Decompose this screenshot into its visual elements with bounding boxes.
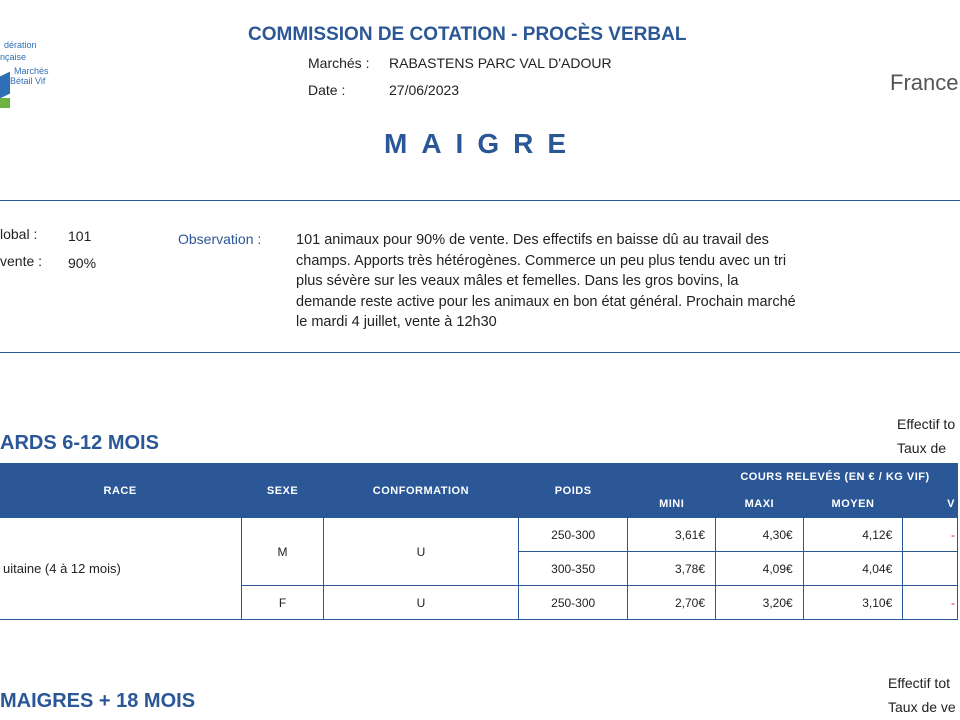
header-var: V [903, 491, 958, 518]
date-label: Date : [308, 82, 346, 98]
cell-maxi: 4,09€ [716, 552, 804, 586]
cell-var: - [903, 518, 958, 552]
section1-effectif-label: Effectif to [897, 416, 956, 432]
global-label: lobal : [0, 226, 38, 242]
section2-taux-label: Taux de ve [888, 699, 956, 715]
cell-conformation: U [323, 586, 518, 620]
header-cours: COURS RELEVÉS (EN € / KG VIF) [628, 464, 958, 491]
global-value: 101 [68, 228, 92, 244]
cell-race: uitaine (4 à 12 mois) [0, 518, 242, 620]
main-title: MAIGRE [384, 128, 580, 159]
header-moyen: MOYEN [803, 491, 903, 518]
cell-moyen: 3,10€ [803, 586, 903, 620]
cell-maxi: 4,30€ [716, 518, 804, 552]
cell-poids: 250-300 [518, 586, 627, 620]
cell-mini: 3,78€ [628, 552, 716, 586]
logo-line-1: dération [4, 40, 37, 50]
logo-line-2: nçaise [0, 52, 27, 62]
brand-name: France [890, 70, 959, 95]
section2-effectif-label: Effectif tot [888, 675, 950, 691]
cotation-table [0, 463, 958, 620]
vente-label: vente : [0, 253, 43, 269]
cell-moyen: 4,04€ [803, 552, 903, 586]
cell-moyen: 4,12€ [803, 518, 903, 552]
cell-var [903, 552, 958, 586]
logo-line-3: Marchés [14, 66, 49, 76]
observation-label: Observation : [178, 231, 262, 247]
divider-top [0, 200, 960, 201]
logo-shape-blue [0, 72, 10, 99]
section2-title: MAIGRES + 18 MOIS [0, 690, 196, 712]
observation-text: 101 animaux pour 90% de vente. Des effectifs en baisse dû au travail des champs. Apports très hétérogènes. Commerce un peu plus tendu avec un tri plus sévère sur les veaux mâles et femelles. Dans les gros bovins, la demande reste active pour les animaux en bon état général. Prochain marché le mardi 4 juillet, vente à 12h30 [296, 232, 796, 330]
vente-value: 90% [68, 255, 97, 271]
document-title: COMMISSION DE COTATION - PROCÈS VERBAL [248, 24, 687, 45]
cell-var: - [903, 586, 958, 620]
cell-maxi: 3,20€ [716, 586, 804, 620]
table-row [0, 518, 958, 552]
cell-mini: 2,70€ [628, 586, 716, 620]
header-conformation: CONFORMATION [323, 464, 518, 518]
section1-taux-label: Taux de [897, 440, 947, 456]
marches-value: RABASTENS PARC VAL D'ADOUR [389, 55, 612, 71]
date-value: 27/06/2023 [389, 82, 460, 98]
header-maxi: MAXI [716, 491, 804, 518]
cell-conformation: U [323, 518, 518, 586]
cell-mini: 3,61€ [628, 518, 716, 552]
cell-poids: 250-300 [518, 518, 627, 552]
logo-line-4: Bétail Vif [10, 76, 46, 86]
header-mini: MINI [628, 491, 716, 518]
divider-bottom [0, 352, 960, 353]
cell-sexe: F [242, 586, 324, 620]
section1-title: ARDS 6-12 MOIS [0, 432, 159, 454]
cell-sexe: M [242, 518, 324, 586]
header-sexe: SEXE [242, 464, 324, 518]
header-race: RACE [0, 464, 242, 518]
federation-logo [0, 28, 60, 108]
cell-poids: 300-350 [518, 552, 627, 586]
marches-label: Marchés : [308, 55, 370, 71]
logo-shape-green [0, 98, 10, 108]
header-poids: POIDS [518, 464, 627, 518]
